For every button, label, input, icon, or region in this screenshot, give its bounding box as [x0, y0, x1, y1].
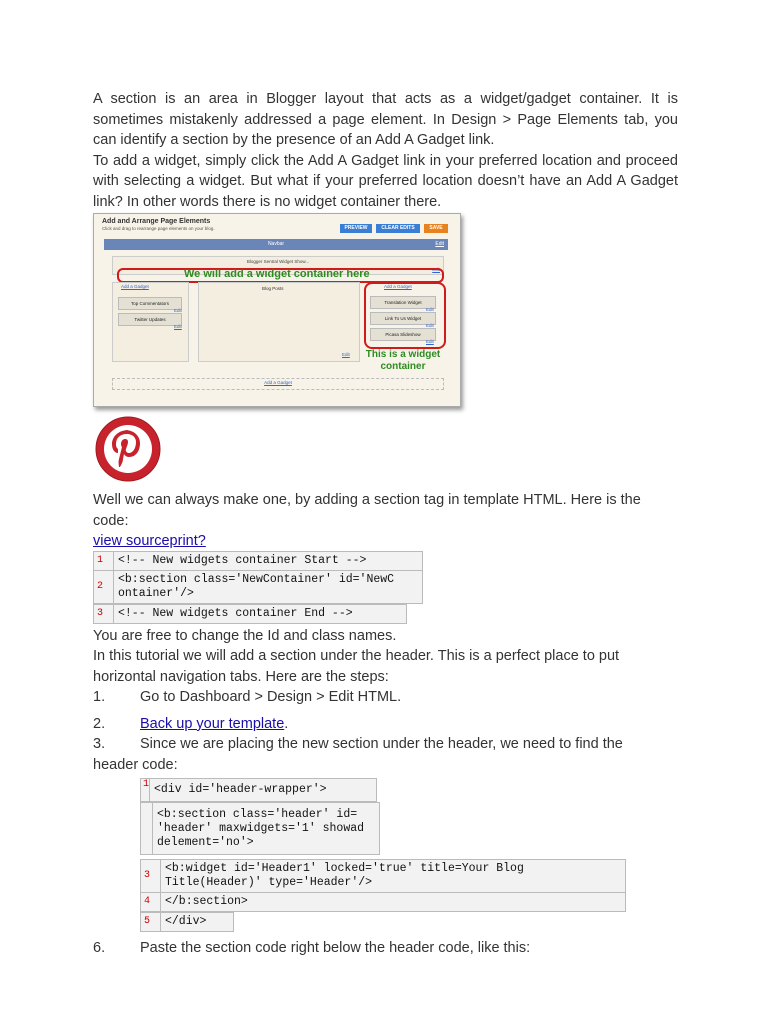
- widget-edit-link: Edit: [426, 323, 434, 328]
- intro-paragraph-1: A section is an area in Blogger layout that acts as a widget/gadget container. It is sometimes mistakenly addressed a page element. In Design > Page Elements tab, you can identify a section by the presence of an Add A Gadget link.: [93, 91, 678, 148]
- paragraph-tutorial: In this tutorial we will add a section under the header. This is a perfect place to put horizontal navigation tabs. Here are the steps:: [93, 648, 620, 685]
- add-gadget-left-link: Add a Gadget: [121, 284, 149, 289]
- add-gadget-right-link: Add a Gadget: [384, 284, 412, 289]
- code-text: </div>: [161, 913, 234, 932]
- code-text: [161, 860, 626, 893]
- code-text: <!-- New widgets container Start -->: [114, 551, 423, 570]
- navbar-edit-link: Edit: [435, 241, 444, 247]
- code-block-1: [93, 551, 423, 604]
- code-block-2: [140, 778, 678, 932]
- step-text-continued: header code:: [93, 756, 178, 773]
- line-number: 1: [141, 779, 150, 802]
- page-elements-screenshot: [93, 213, 461, 407]
- step-text-suffix: .: [284, 715, 289, 732]
- code-line: [94, 570, 423, 603]
- widget-edit-link: Edit: [426, 339, 434, 344]
- code-text-line: <b:section class='NewContainer' id='NewC: [118, 572, 395, 586]
- widget-edit-link: Edit: [426, 307, 434, 312]
- widget-edit-link: Edit: [174, 324, 182, 329]
- code-text-line: <b:widget id='Header1' locked='true' title=Your Blog: [165, 862, 524, 875]
- code-text: <div id='header-wrapper'>: [150, 779, 377, 802]
- line-number: 4: [141, 893, 161, 912]
- code-row: [140, 912, 234, 932]
- annotation-add-container: We will add a widget container here: [184, 268, 370, 280]
- code-text: <!-- New widgets container End -->: [114, 604, 407, 623]
- step-number: 6.: [93, 940, 106, 956]
- code-line: [141, 893, 626, 912]
- line-number: 3: [94, 604, 114, 623]
- step-6: [93, 938, 678, 959]
- code-line: [141, 779, 377, 802]
- widget-translation: Translation Widget: [370, 296, 436, 309]
- step-2: [93, 714, 678, 735]
- code-block-1-end: [93, 604, 407, 624]
- back-up-template-link[interactable]: Back up your template: [140, 715, 285, 732]
- view-source-link[interactable]: view sourceprint?: [93, 533, 206, 549]
- add-gadget-bottom-link: Add a Gadget: [264, 380, 292, 385]
- step-number: 2.: [93, 715, 106, 732]
- code-text-line: 'header' maxwidgets='1' showad: [157, 822, 365, 835]
- line-number: 3: [141, 860, 161, 893]
- code-line: [94, 551, 423, 570]
- widget-link-to-us: Link To Us Widget: [370, 312, 436, 325]
- clear-edits-button: CLEAR EDITS: [376, 224, 420, 233]
- annotation-line-1: This is a widget: [365, 349, 441, 360]
- blog-posts-label: Blog Posts: [262, 286, 284, 291]
- main-posts-column: [198, 282, 360, 362]
- step-text: Since we are placing the new section under the header, we need to find the: [140, 736, 623, 752]
- step-1: [93, 687, 678, 708]
- widget-top-commentators: Top Commentators: [118, 297, 182, 310]
- paragraph-free-change: You are free to change the Id and class names.: [93, 627, 397, 644]
- annotation-widget-container: [358, 349, 448, 373]
- step-number: 3.: [93, 736, 106, 752]
- navbar-element: [104, 239, 448, 250]
- widget-twitter-updates: Twitter Updates: [118, 313, 182, 326]
- code-text: [153, 803, 380, 855]
- line-number: [141, 803, 153, 855]
- code-line: [94, 604, 407, 623]
- widget-picasa-slideshow: Picasa Slideshow: [370, 328, 436, 341]
- code-line: [141, 860, 626, 893]
- intro-paragraph-2: To add a widget, simply click the Add A Gadget link in your preferred location and proceed with selecting a widget. But what if your preferred location doesn’t have an Add A Gadget link? In other words there is no widget container there.: [93, 152, 678, 210]
- code-text-line: delement='no'>: [157, 836, 254, 849]
- preview-button: PREVIEW: [340, 224, 372, 233]
- annotation-line-2: container: [380, 361, 426, 372]
- screenshot-title: Add and Arrange Page Elements: [102, 218, 211, 225]
- code-text: [114, 570, 423, 603]
- widget-edit-link: Edit: [174, 308, 182, 313]
- step-number: 1.: [93, 689, 106, 705]
- save-button: SAVE: [424, 224, 448, 233]
- step-3: [93, 734, 678, 775]
- line-number: 5: [141, 913, 161, 932]
- navbar-label: Navbar: [267, 241, 285, 247]
- paragraph-make-one: Well we can always make one, by adding a section tag in template HTML. Here is the code:: [93, 492, 641, 529]
- code-row: [140, 778, 377, 802]
- line-number: 2: [94, 570, 114, 603]
- code-text: </b:section>: [161, 893, 626, 912]
- step-text: Go to Dashboard > Design > Edit HTML.: [140, 689, 402, 705]
- bottom-section: [112, 378, 444, 390]
- step-text: Paste the section code right below the header code, like this:: [140, 940, 531, 956]
- code-text-line: <b:section class='header' id=: [157, 808, 358, 821]
- header-edit-link: Edit: [432, 267, 440, 272]
- code-text-line: ontainer'/>: [118, 586, 194, 600]
- screenshot-subtitle: Click and drag to rearrange page elements on your blog.: [102, 226, 215, 231]
- widget-container-highlight: [364, 282, 446, 349]
- pinterest-icon[interactable]: [93, 416, 163, 482]
- line-number: 1: [94, 551, 114, 570]
- posts-edit-link: Edit: [342, 352, 350, 357]
- code-row: [140, 859, 626, 912]
- code-line: [141, 913, 234, 932]
- code-line: [141, 803, 380, 855]
- code-row: [140, 802, 380, 855]
- article: [93, 89, 678, 959]
- code-text-line: Title(Header)' type='Header'/>: [165, 876, 373, 889]
- header-label: Blogger Sentral Widget Show...: [246, 259, 310, 264]
